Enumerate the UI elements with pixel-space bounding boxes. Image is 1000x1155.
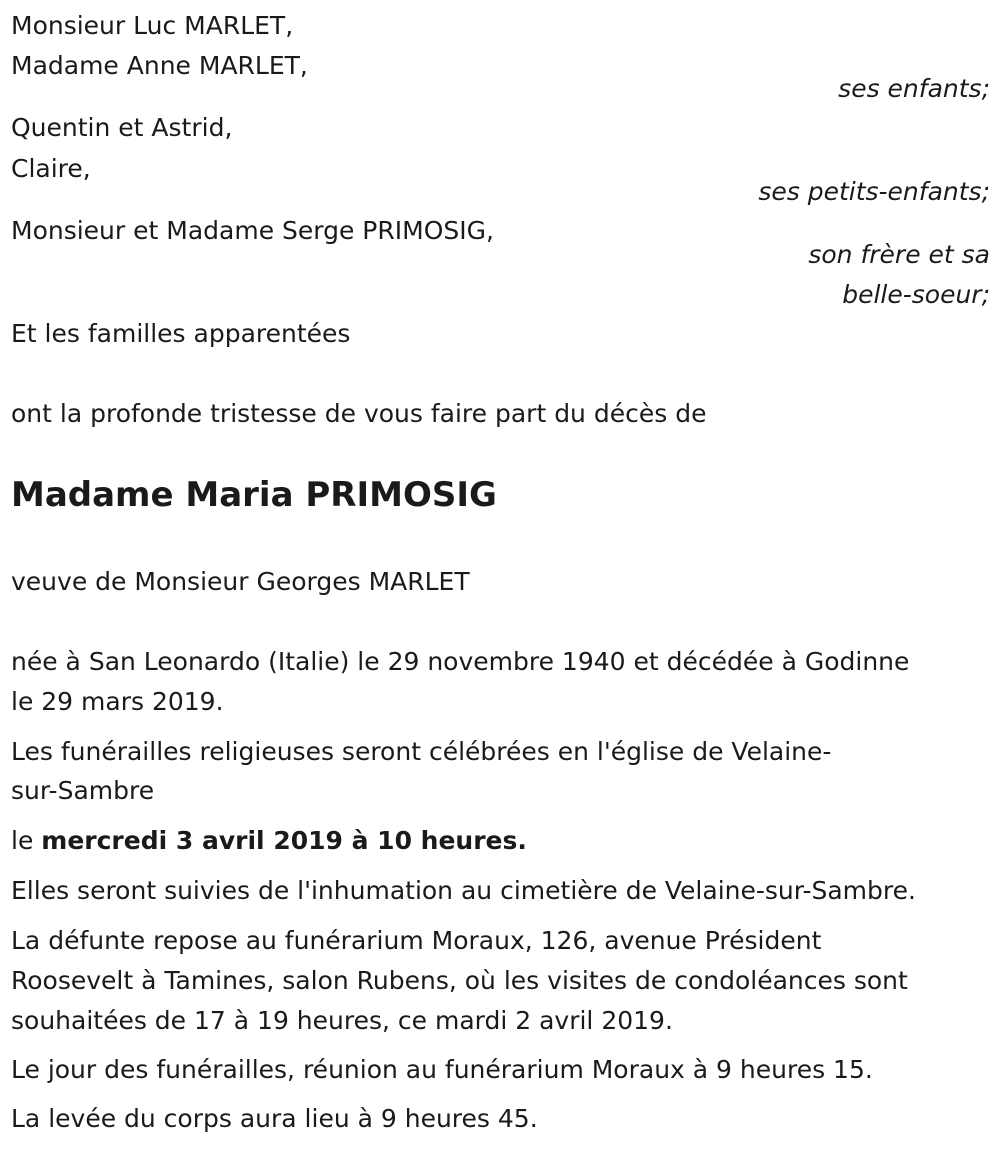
- siblings-role-line-1: son frère et sa: [808, 240, 990, 269]
- deceased-name: Madame Maria PRIMOSIG: [11, 475, 497, 515]
- grandchildren-line-2: Claire,: [11, 154, 91, 183]
- ceremony-line-2: sur-Sambre: [11, 776, 155, 805]
- birth-death-line-1: née à San Leonardo (Italie) le 29 novembre 1940 et décédée à Godinne: [11, 647, 910, 676]
- relatives-line: Et les familles apparentées: [11, 319, 351, 348]
- funeral-date-prefix: le: [11, 826, 42, 855]
- grandchildren-role: ses petits-enfants;: [758, 177, 990, 206]
- spouse-line: veuve de Monsieur Georges MARLET: [11, 567, 470, 596]
- visitation-line-1: La défunte repose au funérarium Moraux, 126, avenue Président: [11, 926, 822, 955]
- meeting-line: Le jour des funérailles, réunion au funérarium Moraux à 9 heures 15.: [11, 1055, 873, 1084]
- ceremony-line-1: Les funérailles religieuses seront célébrées en l'église de Velaine-: [11, 737, 832, 766]
- burial-line: Elles seront suivies de l'inhumation au cimetière de Velaine-sur-Sambre.: [11, 876, 916, 905]
- birth-death-line-2: le 29 mars 2019.: [11, 687, 224, 716]
- procession-line: La levée du corps aura lieu à 9 heures 45.: [11, 1104, 538, 1133]
- siblings-line: Monsieur et Madame Serge PRIMOSIG,: [11, 216, 494, 245]
- children-role: ses enfants;: [838, 74, 990, 103]
- funeral-date: mercredi 3 avril 2019 à 10 heures.: [41, 826, 527, 855]
- funeral-date-line: [11, 821, 527, 861]
- children-line-1: Monsieur Luc MARLET,: [11, 11, 294, 40]
- grandchildren-line-1: Quentin et Astrid,: [11, 113, 233, 142]
- children-line-2: Madame Anne MARLET,: [11, 51, 308, 80]
- announcement-text: ont la profonde tristesse de vous faire part du décès de: [11, 399, 707, 428]
- siblings-role-line-2: belle-soeur;: [842, 280, 990, 309]
- visitation-line-2: Roosevelt à Tamines, salon Rubens, où les visites de condoléances sont: [11, 966, 908, 995]
- visitation-line-3: souhaitées de 17 à 19 heures, ce mardi 2 avril 2019.: [11, 1006, 673, 1035]
